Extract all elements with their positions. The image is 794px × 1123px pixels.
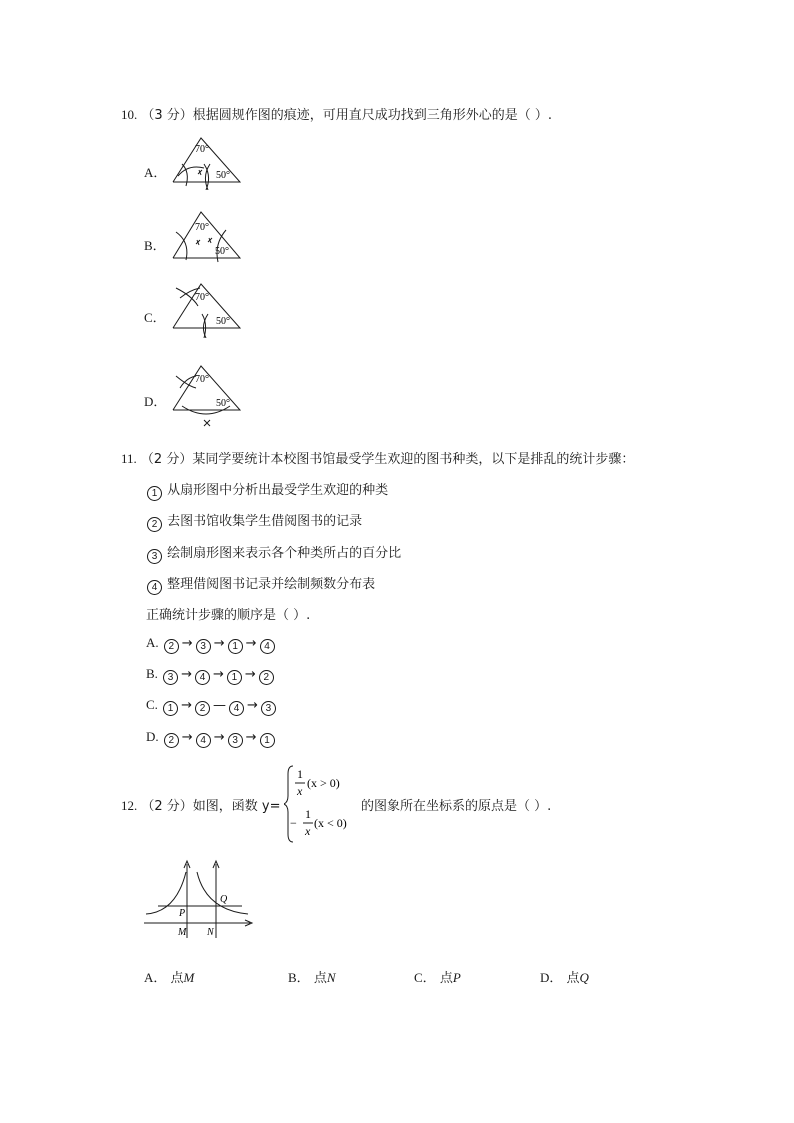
label-m: M: [178, 927, 187, 938]
arrow: →: [181, 698, 192, 713]
option-text: 点: [566, 971, 580, 986]
angle-50-label: 50°: [216, 170, 230, 181]
q10-option-c-figure[interactable]: [168, 280, 248, 338]
option-variable: N: [326, 970, 336, 985]
angle-70-label: 70°: [195, 222, 209, 233]
q10-option-d-letter[interactable]: D．: [144, 394, 167, 409]
circled-number: 1: [260, 733, 275, 748]
arrow: →: [213, 730, 225, 745]
q12-header: [121, 795, 281, 814]
arrow: →: [245, 636, 257, 651]
case1-numerator: 1: [297, 767, 303, 781]
angle-50-label: 50°: [216, 316, 230, 327]
q11-step-1: [146, 479, 388, 501]
option-letter: D．: [540, 970, 563, 985]
q11-prompt: 正确统计步骤的顺序是（ ）.: [146, 608, 311, 623]
circled-number: 2: [164, 733, 179, 748]
option-letter: A.: [146, 635, 159, 650]
q10-option-c-letter[interactable]: C．: [144, 310, 166, 325]
circled-number: 4: [147, 580, 162, 595]
q11-header: [121, 448, 634, 467]
q10-number: 10.: [121, 107, 138, 122]
circled-number: 1: [228, 639, 243, 654]
q11-step-2: [146, 510, 362, 532]
circled-number: 2: [164, 639, 179, 654]
q12-number: 12.: [121, 798, 138, 813]
q12-piecewise-function: [284, 762, 364, 846]
step-text: 整理借阅图书记录并绘制频数分布表: [167, 577, 376, 592]
arrow: →: [181, 667, 192, 682]
q11-option-d[interactable]: [146, 729, 276, 748]
q11-step-3: [146, 542, 401, 564]
angle-70-label: 70°: [195, 144, 209, 155]
q12-stem-after: 的图象所在坐标系的原点是（ ）.: [361, 799, 552, 814]
label-n: N: [207, 927, 214, 938]
angle-50-label: 50°: [216, 398, 230, 409]
q11-score: （2 分）: [140, 452, 193, 467]
q11-option-b[interactable]: [146, 666, 275, 685]
case2-sign: −: [290, 816, 297, 830]
q10-option-a-figure[interactable]: [168, 134, 248, 190]
option-letter: B.: [146, 666, 158, 681]
case2-denominator: x: [305, 824, 311, 838]
circled-number: 4: [196, 733, 211, 748]
option-variable: P: [452, 970, 461, 985]
arrow: →: [246, 698, 258, 713]
circled-number: 4: [229, 701, 244, 716]
circled-number: 1: [163, 701, 178, 716]
circled-number: 1: [227, 670, 242, 685]
q12-option-d[interactable]: [540, 967, 589, 986]
label-p: P: [179, 908, 186, 919]
q10-stem: 根据圆规作图的痕迹，可用直尺成功找到三角形外心的是（ ）.: [192, 108, 553, 123]
step-text: 从扇形图中分析出最受学生欢迎的种类: [167, 483, 389, 498]
option-variable: M: [183, 970, 195, 985]
step-text: 去图书馆收集学生借阅图书的记录: [167, 514, 363, 529]
option-letter: C.: [146, 697, 158, 712]
circled-number: 2: [195, 701, 210, 716]
case2-condition: (x < 0): [314, 816, 347, 830]
q12-option-c[interactable]: [414, 967, 461, 986]
q11-option-c[interactable]: [146, 697, 277, 716]
circled-number: 3: [147, 549, 162, 564]
circled-number: 3: [261, 701, 276, 716]
step-text: 绘制扇形图来表示各个种类所占的百分比: [167, 546, 402, 561]
q11-number: 11.: [121, 451, 137, 466]
q10-header: [121, 104, 552, 123]
label-q: Q: [220, 894, 228, 905]
q11-stem: 某同学要统计本校图书馆最受学生欢迎的图书种类，以下是排乱的统计步骤：: [192, 452, 635, 467]
option-letter: A．: [144, 970, 167, 985]
arrow: —: [212, 698, 226, 713]
circled-number: 4: [195, 670, 210, 685]
arrow: →: [245, 730, 257, 745]
circled-number: 3: [228, 733, 243, 748]
option-letter: D.: [146, 729, 159, 744]
q10-option-b-letter[interactable]: B．: [144, 238, 166, 253]
arrow: →: [213, 636, 225, 651]
circled-number: 2: [147, 517, 162, 532]
q12-graph: [142, 858, 258, 942]
circled-number: 2: [259, 670, 274, 685]
option-letter: C．: [414, 970, 436, 985]
q11-option-a[interactable]: [146, 635, 276, 654]
option-variable: Q: [579, 970, 589, 985]
case2-numerator: 1: [305, 807, 311, 821]
angle-50-label: 50°: [215, 246, 229, 257]
option-letter: B．: [288, 970, 310, 985]
angle-70-label: 70°: [195, 374, 209, 385]
q10-option-b-figure[interactable]: [168, 208, 248, 264]
circled-number: 3: [163, 670, 178, 685]
q12-option-b[interactable]: [288, 967, 336, 986]
arrow: →: [212, 667, 224, 682]
circled-number: 4: [260, 639, 275, 654]
arrow: →: [181, 636, 193, 651]
q11-step-4: [146, 573, 375, 595]
q10-score: （3 分）: [141, 108, 193, 123]
q10-option-d-figure[interactable]: [168, 362, 248, 430]
option-text: 点: [313, 971, 327, 986]
q10-option-a-letter[interactable]: A．: [144, 165, 167, 180]
q12-option-a[interactable]: [144, 967, 194, 986]
q12-score: （2 分）: [141, 799, 193, 814]
case1-condition: (x > 0): [307, 776, 340, 790]
arrow: →: [181, 730, 193, 745]
arrow: →: [244, 667, 256, 682]
case1-denominator: x: [297, 784, 303, 798]
angle-70-label: 70°: [195, 292, 209, 303]
option-text: 点: [439, 971, 453, 986]
option-text: 点: [170, 971, 184, 986]
q12-stem-before: 如图，函数 y=: [192, 799, 281, 814]
circled-number: 1: [147, 486, 162, 501]
circled-number: 3: [196, 639, 211, 654]
